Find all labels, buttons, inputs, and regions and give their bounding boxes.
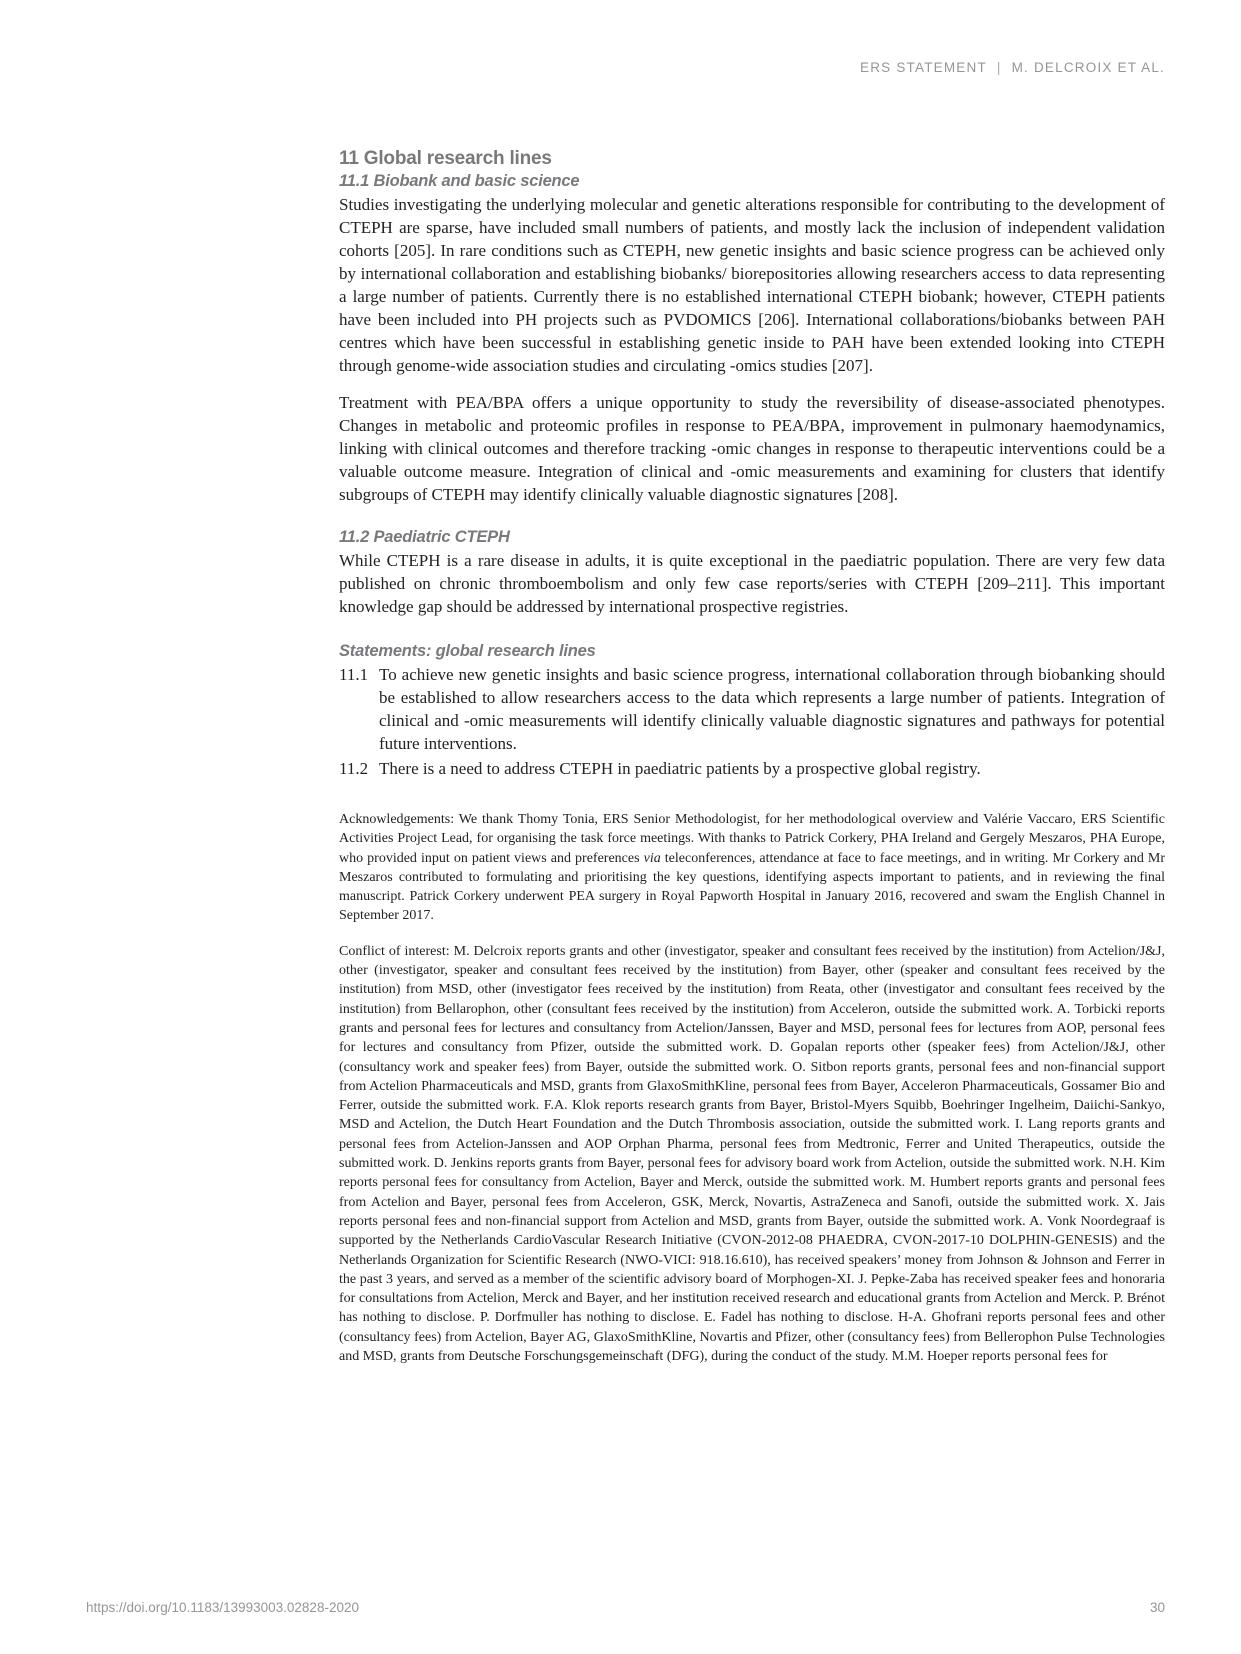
statement-text: There is a need to address CTEPH in paediatric patients by a prospective global registry. — [379, 759, 981, 778]
acknowledgements-paragraph — [339, 810, 1165, 926]
page-footer — [86, 1600, 1165, 1615]
acknowledgements-text: Acknowledgements: We thank Thomy Tonia, ERS Senior Methodologist, for her methodological overview and Valérie Vaccaro, ERS Scientific Activities Project Lead, for organising the task force meetings. With thanks to Patrick Corkery, PHA Ireland and Gergely Meszaros, PHA Europe, who provided input on patient views and preferences — [339, 812, 1165, 866]
doi-link[interactable]: https://doi.org/10.1183/13993003.02828-2020 — [86, 1600, 359, 1615]
subsection-heading-biobank: 11.1 Biobank and basic science — [339, 172, 580, 190]
paragraph-biobank-2: Treatment with PEA/BPA offers a unique opportunity to study the reversibility of disease-associated phenotypes. Changes in metabolic and proteomic profiles in response to PEA/BPA, improvement in pulmonary haemodynamics, linking with clinical outcomes and therefore tracking -omic changes in response to therapeutic interventions could be a valuable outcome measure. Integration of clinical and -omic measurements and examining for clusters that identify subgroups of CTEPH may identify clinically valuable diagnostic signatures [208]. — [339, 393, 1165, 504]
header-separator: | — [996, 60, 1002, 75]
running-header — [339, 60, 1165, 75]
paragraph-paediatric: While CTEPH is a rare disease in adults, it is quite exceptional in the paediatric population. There are very few data published on chronic thromboembolism and only few case reports/series with CTEPH [209–211]. This important knowledge gap should be addressed by international prospective registries. — [339, 551, 1165, 616]
statements-heading: Statements: global research lines — [339, 642, 596, 660]
acknowledgements-text-continued: teleconferences, attendance at face to face meetings, and in writing. Mr Corkery and Mr Meszaros contributed to formulating and prioritising the key questions, identifying aspects important to patients, and in reviewing the final manuscript. Patrick Corkery underwent PEA surgery in Royal Papworth Hospital in January 2016, recovered and swam the English Channel in September 2017. — [339, 850, 1165, 924]
authors-label: M. DELCROIX ET AL. — [1011, 60, 1165, 75]
page-number: 30 — [1149, 1600, 1165, 1615]
statement-number: 11.2 — [339, 759, 369, 778]
statement-item-11-2 — [339, 757, 1165, 780]
statement-text: To achieve new genetic insights and basic science progress, international collaboration through biobanking should be established to allow researchers access to the data which represents a large number of patients. Integration of clinical and -omic measurements will identify clinically valuable diagnostic signatures and pathways for potential future interventions. — [379, 665, 1165, 753]
statement-item-11-1 — [339, 663, 1165, 755]
acknowledgements-via: via — [643, 850, 661, 866]
article-body — [339, 148, 1165, 1366]
subsection-heading-paediatric: 11.2 Paediatric CTEPH — [339, 528, 510, 546]
section-heading-global-research-lines: 11 Global research lines — [339, 148, 552, 169]
conflict-of-interest-paragraph: Conflict of interest: M. Delcroix reports grants and other (investigator, speaker and consultant fees received by the institution) from Actelion/J&J, other (investigator, speaker and consultant fees received by the institution) from Bayer, other (speaker and consultant fees received by the institution) from MSD, other (investigator fees received by the institution) from Reata, other (investigator and consultant fees received by the institution) from Bellarophon, other (consultant fees received by the institution) from Acceleron, outside the submitted work. A. Torbicki reports grants and personal fees for lectures and consultancy from Actelion/Janssen, Bayer and MSD, personal fees for lectures from AOP, personal fees for lectures and consultancy from Pfizer, outside the submitted work. D. Gopalan reports other (speaker fees) from Actelion/J&J, other (consultancy work and speaker fees) from Bayer, outside the submitted work. O. Sitbon reports grants, personal fees and non-financial support from Actelion Pharmaceuticals and MSD, grants from GlaxoSmithKline, personal fees from Bayer, Acceleron Pharmaceuticals, Gossamer Bio and Ferrer, outside the submitted work. F.A. Klok reports research grants from Bayer, Bristol-Myers Squibb, Boehringer Ingelheim, Daiichi-Sankyo, MSD and Actelion, the Dutch Heart Foundation and the Dutch Thrombosis association, outside the submitted work. I. Lang reports grants and personal fees from Actelion-Janssen and AOP Orphan Pharma, personal fees from Medtronic, Ferrer and United Therapeutics, outside the submitted work. D. Jenkins reports grants from Bayer, personal fees for advisory board work from Actelion, outside the submitted work. N.H. Kim reports personal fees for consultancy from Actelion, Bayer and Merck, outside the submitted work. M. Humbert reports grants and personal fees from Actelion and Bayer, personal fees from Acceleron, GSK, Merck, Novartis, AstraZeneca and Sanofi, outside the submitted work. X. Jais reports personal fees and non-financial support from Actelion and MSD, grants from Bayer, outside the submitted work. A. Vonk Noordegraaf is supported by the Netherlands CardioVascular Research Initiative (CVON-2012-08 PHAEDRA, CVON-2017-10 DOLPHIN-GENESIS) and the Netherlands Organization for Scientific Research (NWO-VICI: 918.16.610), has received speakers’ money from Johnson & Johnson and Ferrer in the past 3 years, and served as a member of the scientific advisory board of Morphogen-XI. J. Pepke-Zaba has received speaker fees and honoraria for consultations from Actelion, Merck and Bayer, and her institution received research and educational grants from Actelion and Merck. P. Brénot has nothing to disclose. P. Dorfmuller has nothing to disclose. E. Fadel has nothing to disclose. H-A. Ghofrani reports personal fees and other (consultancy fees) from Actelion, Bayer AG, GlaxoSmithKline, Novartis and Pfizer, other (consultancy fees) from Bellerophon Pulse Technologies and MSD, grants from Deutsche Forschungsgemeinschaft (DFG), during the conduct of the study. M.M. Hoeper reports personal fees for — [339, 943, 1165, 1365]
statement-number: 11.1 — [339, 665, 369, 684]
journal-label: ERS STATEMENT — [860, 60, 987, 75]
paragraph-biobank-1: Studies investigating the underlying molecular and genetic alterations responsible for contributing to the development of CTEPH are sparse, have included small numbers of patients, and mostly lack the inclusion of independent validation cohorts [205]. In rare conditions such as CTEPH, new genetic insights and basic science progress can be achieved only by international collaboration and establishing biobanks/ biorepositories allowing researchers access to data representing a large number of patients. Currently there is no established international CTEPH biobank; however, CTEPH patients have been included into PH projects such as PVDOMICS [206]. International collaborations/biobanks between PAH centres which have been successful in establishing genetic inside to PAH have been extended looking into CTEPH through genome-wide association studies and circulating -omics studies [207]. — [339, 195, 1165, 375]
